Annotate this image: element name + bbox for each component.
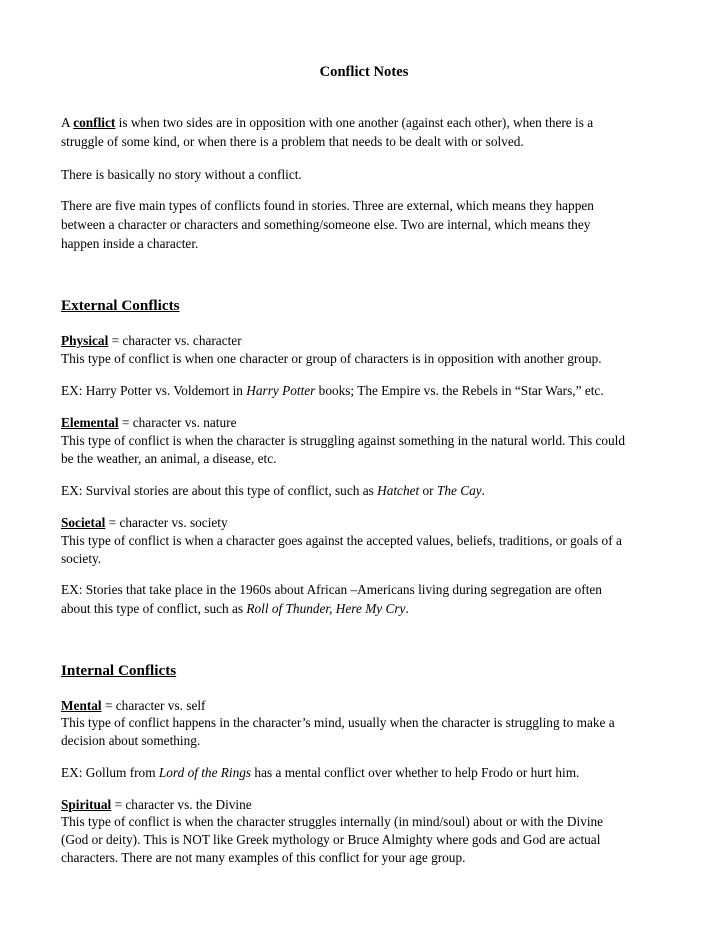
text-span: .	[481, 483, 485, 498]
text-span: = character vs. nature	[118, 415, 237, 430]
elemental-example	[61, 481, 485, 501]
text-span: is when two sides are in opposition with one another (against each other), when there is a	[115, 115, 594, 130]
physical-description: This type of conflict is when one character or group of characters is in opposition with another group.	[61, 351, 602, 366]
intro-paragraph-line	[61, 113, 593, 133]
book-title: Roll of Thunder, Here My Cry	[246, 601, 406, 616]
physical-example	[61, 381, 604, 401]
text-span: = character vs. character	[108, 333, 242, 348]
intro-paragraph-line: between a character or characters and something/someone else. Two are internal, which means they	[61, 217, 591, 232]
spiritual-term: Spiritual	[61, 797, 112, 812]
text-span: has a mental conflict over whether to help Frodo or hurt him.	[251, 765, 580, 780]
book-title: Lord of the Rings	[158, 765, 252, 780]
text-span: .	[405, 601, 409, 616]
mental-description: decision about something.	[61, 733, 201, 748]
text-span: = character vs. self	[101, 698, 206, 713]
text-span: about this type of conflict, such as	[61, 601, 247, 616]
elemental-description: be the weather, an animal, a disease, etc.	[61, 451, 277, 466]
spiritual-description: (God or deity). This is NOT like Greek mythology or Bruce Almighty where gods and God are actual	[61, 832, 601, 847]
societal-definition	[61, 513, 228, 533]
intro-paragraph-line: happen inside a character.	[61, 236, 199, 251]
intro-paragraph-line: There are five main types of conflicts found in stories. Three are external, which means they happen	[61, 198, 594, 213]
mental-description: This type of conflict happens in the character’s mind, usually when the character is struggling to make a	[61, 715, 615, 730]
physical-term: Physical	[61, 333, 109, 348]
intro-paragraph-line: There is basically no story without a conflict.	[61, 167, 302, 182]
text-span: = character vs. society	[105, 515, 228, 530]
external-conflicts-heading: External Conflicts	[61, 297, 180, 314]
societal-term: Societal	[61, 515, 106, 530]
societal-description: society.	[61, 551, 102, 566]
intro-paragraph-line: struggle of some kind, or when there is a problem that needs to be dealt with or solved.	[61, 134, 524, 149]
text-span: A	[61, 115, 74, 130]
text-span: or	[419, 483, 437, 498]
mental-term: Mental	[61, 698, 102, 713]
text-span: = character vs. the Divine	[111, 797, 252, 812]
physical-definition	[61, 331, 242, 351]
text-span: EX: Harry Potter vs. Voldemort in	[61, 383, 247, 398]
page-title: Conflict Notes	[319, 64, 409, 80]
societal-description: This type of conflict is when a character goes against the accepted values, beliefs, traditions, or goals of a	[61, 533, 622, 548]
book-title: Harry Potter	[246, 383, 316, 398]
text-span: EX: Survival stories are about this type of conflict, such as	[61, 483, 378, 498]
mental-example	[61, 763, 579, 783]
book-title: The Cay	[436, 483, 482, 498]
elemental-definition	[61, 413, 236, 433]
conflict-term: conflict	[73, 115, 116, 130]
text-span: books; The Empire vs. the Rebels in “Star Wars,” etc.	[315, 383, 604, 398]
spiritual-description: This type of conflict is when the character struggles internally (in mind/soul) about or with the Divine	[61, 814, 604, 829]
elemental-term: Elemental	[61, 415, 119, 430]
book-title: Hatchet	[377, 483, 420, 498]
text-span: EX: Gollum from	[61, 765, 159, 780]
spiritual-description: characters. There are not many examples of this conflict for your age group.	[61, 850, 466, 865]
internal-conflicts-heading: Internal Conflicts	[61, 662, 177, 679]
elemental-description: This type of conflict is when the character is struggling against something in the natural world. This could	[61, 433, 626, 448]
societal-example	[61, 599, 409, 619]
societal-example: EX: Stories that take place in the 1960s about African –Americans living during segregation are often	[61, 582, 602, 597]
